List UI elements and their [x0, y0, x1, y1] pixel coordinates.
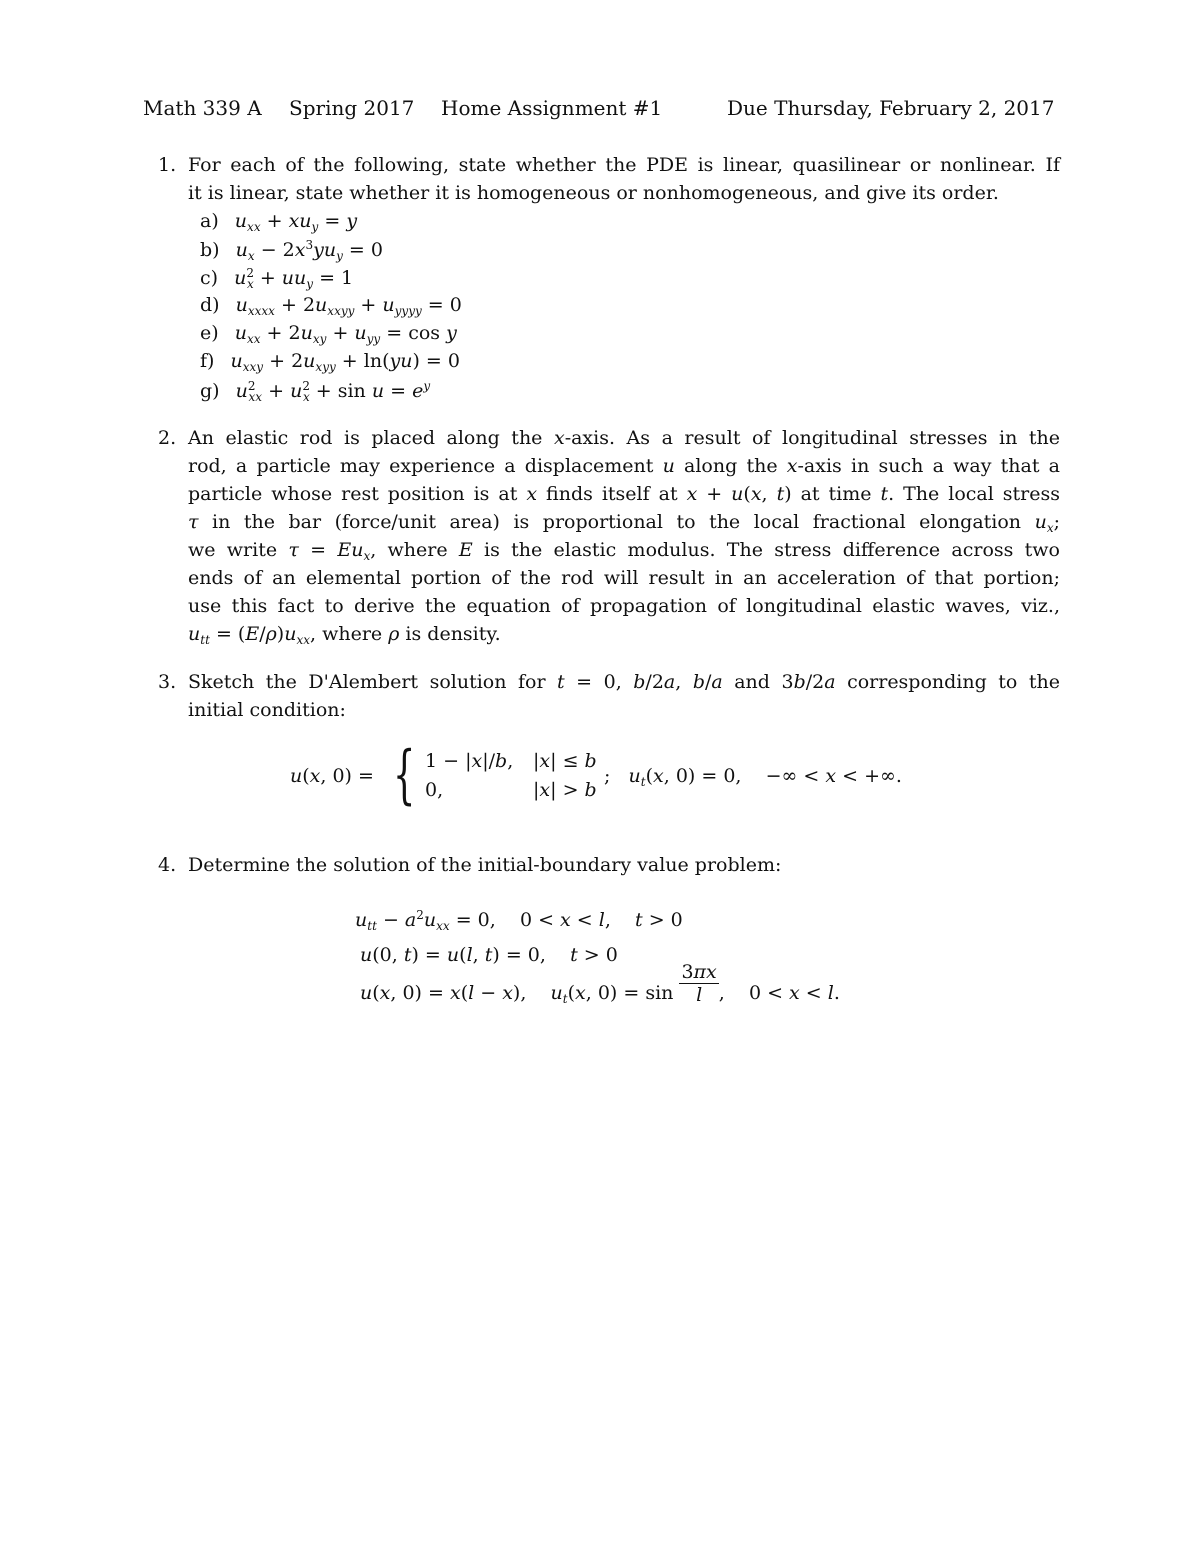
eq3-lhs: u(x, 0) =	[290, 765, 374, 787]
item-a-label: a)	[200, 210, 219, 232]
eq3-case1-cond: |x| ≤ b	[533, 750, 597, 772]
item-f-equation: $u_{xxy} + 2u_{xyy} + \ln(yu) = 0$	[230, 350, 460, 374]
eq3-case2-cond: |x| > b	[533, 779, 597, 801]
problem-2-line-4: τ in the bar (force/unit area) is proportional to the local fractional elongation $u_x$;	[188, 511, 1060, 535]
item-b	[200, 238, 383, 263]
problem-4-number: 4.	[158, 854, 177, 876]
item-g	[200, 379, 430, 404]
problem-2-line-5: we write $\tau = Eu_x$, where E is the elastic modulus. The stress difference across two	[188, 539, 1060, 563]
problem-2-line-3: particle whose rest position is at x finds itself at x + u(x, t) at time t. The local stress	[188, 483, 1060, 505]
item-c	[200, 266, 353, 291]
item-d-equation: $u_{xxxx} + 2u_{xxyy} + u_{yyyy} = 0$	[235, 294, 462, 318]
problem-1-line-1: For each of the following, state whether the PDE is linear, quasilinear or nonlinear. If	[188, 154, 1060, 176]
problem-1-number: 1.	[158, 154, 177, 176]
problem-2-line-7: use this fact to derive the equation of propagation of longitudinal elastic waves, viz.,	[188, 595, 1060, 617]
problem-3-line-1: Sketch the D'Alembert solution for t = 0, b/2a, b/a and 3b/2a corresponding to the	[188, 671, 1060, 693]
item-e-label: e)	[200, 322, 219, 344]
item-c-label: c)	[200, 267, 219, 289]
item-g-label: g)	[200, 380, 220, 402]
problem-3-line-2: initial condition:	[188, 699, 346, 721]
item-f	[200, 350, 460, 374]
item-a	[200, 210, 357, 234]
item-b-label: b)	[200, 239, 220, 261]
item-a-equation: $u_{xx} + xu_y = y$	[234, 210, 358, 234]
problem-2-line-1: An elastic rod is placed along the x-axis. As a result of longitudinal stresses in the	[188, 427, 1060, 449]
eq4-fraction: $\frac{3\pi x}{l}$	[681, 960, 717, 1006]
item-b-equation: $u_x - 2x^3yu_y = 0$	[235, 238, 383, 263]
header-title: Home Assignment #1	[441, 96, 663, 120]
eq4-line-2: u(0, t) = u(l, t) = 0, t > 0	[360, 944, 618, 966]
item-g-equation: $u^2_{xx} + u^2_x + \sin u = e^y$	[235, 379, 431, 404]
eq4-line-3: u(x, 0) = x(l − x), $u_t(x$, 0) = sin $\frac{3\pi x}{l}$ , 0 < x < l.	[360, 960, 840, 1006]
problem-1-line-2: it is linear, state whether it is homogeneous or nonhomogeneous, and give its order.	[188, 182, 999, 204]
eq3-case2-value: 0,	[425, 779, 444, 801]
item-f-label: f)	[200, 350, 215, 372]
item-e	[200, 322, 457, 346]
eq3-case1-value: 1 − |x|/b,	[425, 750, 514, 772]
item-e-equation: $u_{xx} + 2u_{xy} + u_{yy} = \cos y$	[234, 322, 457, 346]
problem-2-line-8: $u_{tt} = (E/\rho)u_{xx}$, where ρ is density.	[188, 623, 501, 647]
problem-3-number: 3.	[158, 671, 177, 693]
problem-4-line-1: Determine the solution of the initial-boundary value problem:	[188, 854, 782, 876]
eq3-rhs: ; $u_t(x$, 0) = 0, −∞ < x < +∞.	[604, 765, 902, 789]
item-d	[200, 294, 462, 318]
problem-2-line-2: rod, a particle may experience a displacement u along the x-axis in such a way that a	[188, 455, 1060, 477]
item-c-equation: $u^2_x + uu_y = 1$	[234, 266, 354, 291]
header-term: Spring 2017	[289, 96, 415, 120]
eq4-line-1: $u_{tt} - a^2u_{xx} = 0$, 0 < x < l, t > 0	[355, 908, 683, 933]
problem-2-line-6: ends of an elemental portion of the rod will result in an acceleration of that portion;	[188, 567, 1060, 589]
eq3-brace: {	[393, 738, 416, 812]
problem-2-number: 2.	[158, 427, 177, 449]
header-due: Due Thursday, February 2, 2017	[727, 96, 1055, 120]
item-d-label: d)	[200, 294, 220, 316]
header-course: Math 339 A	[143, 96, 262, 120]
